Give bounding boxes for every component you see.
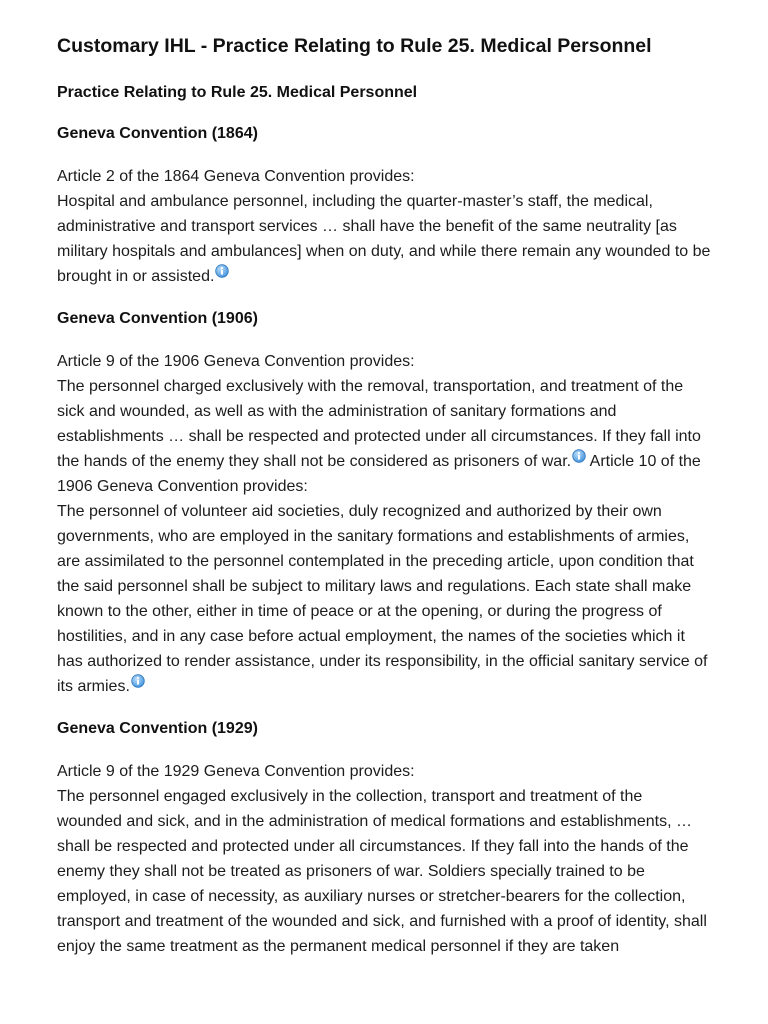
article-intro: Article 9 of the 1929 Geneva Convention provides: xyxy=(57,763,415,780)
section-body-1864 xyxy=(57,164,711,289)
article-intro: Article 9 of the 1906 Geneva Convention provides: xyxy=(57,353,415,370)
section-body-1906 xyxy=(57,349,711,699)
section-heading-1864: Geneva Convention (1864) xyxy=(57,125,258,142)
info-icon[interactable] xyxy=(131,674,145,688)
section-heading-1929: Geneva Convention (1929) xyxy=(57,720,258,737)
article-quote: The personnel charged exclusively with the removal, transportation, and treatment of the sick and wounded, as well as with the administration of sanitary formations and establishments … shall be respected and protected under all circumstances. If they fall into the hands of the enemy they shall not be considered as prisoners of war. xyxy=(57,378,701,470)
section-heading-1906: Geneva Convention (1906) xyxy=(57,310,258,327)
article-quote: The personnel engaged exclusively in the collection, transport and treatment of the wounded and sick, and in the administration of medical formations and establishments, … shall be respected and protected under all circumstances. If they fall into the hands of the enemy they shall not be treated as prisoners of war. Soldiers specially trained to be employed, in case of necessity, as auxiliary nurses or stretcher-bearers for the collection, transport and treatment of the wounded and sick, and furnished with a proof of identity, shall enjoy the same treatment as the permanent medical personnel if they are taken xyxy=(57,788,707,955)
article-intro: Article 10 of the 1906 Geneva Convention provides: xyxy=(57,453,701,495)
article-quote: The personnel of volunteer aid societies, duly recognized and authorized by their own governments, who are employed in the sanitary formations and establishments of armies, are assimilated to the personnel contemplated in the preceding article, upon condition that the said personnel shall be subject to military laws and regulations. Each state shall make known to the other, either in time of peace or at the opening, or during the progress of hostilities, and in any case before actual employment, the names of the societies which it has authorized to render assistance, under its responsibility, in the official sanitary service of its armies. xyxy=(57,503,708,695)
section-body-1929 xyxy=(57,759,711,959)
practice-subtitle: Practice Relating to Rule 25. Medical Personnel xyxy=(57,84,418,101)
info-icon[interactable] xyxy=(572,449,586,463)
article-intro: Article 2 of the 1864 Geneva Convention provides: xyxy=(57,168,415,185)
info-icon[interactable] xyxy=(215,264,229,278)
article-quote: Hospital and ambulance personnel, including the quarter-master’s staff, the medical, administrative and transport services … shall have the benefit of the same neutrality [as military hospitals and ambulances] when on duty, and while there remain any wounded to be brought in or assisted. xyxy=(57,193,711,285)
page-title: Customary IHL - Practice Relating to Rule 25. Medical Personnel xyxy=(57,35,652,57)
